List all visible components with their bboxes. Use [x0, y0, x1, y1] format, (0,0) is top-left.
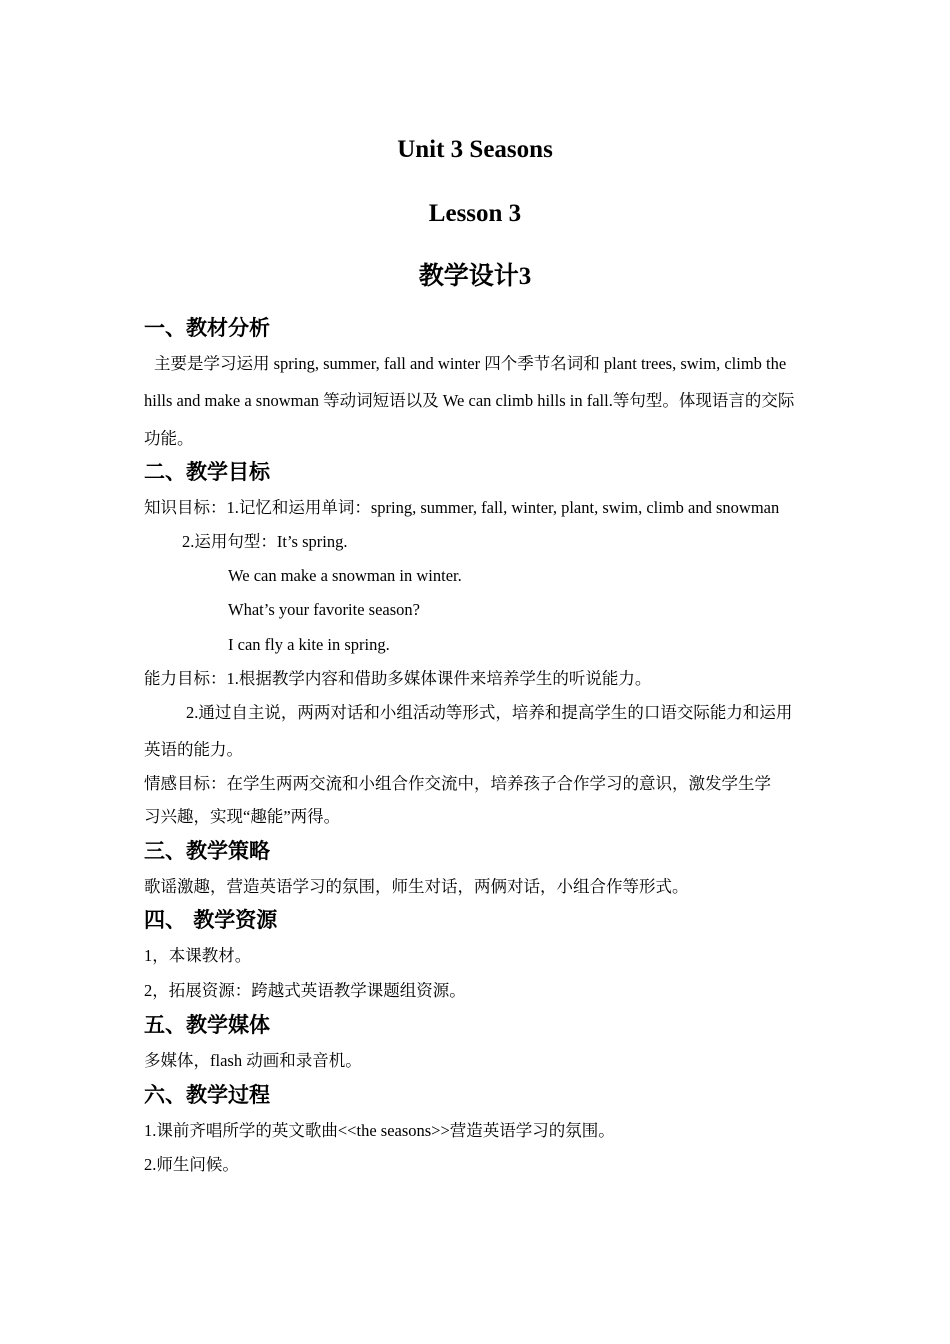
paragraph-line: 能力目标：1.根据教学内容和借助多媒体课件来培养学生的听说能力。 [144, 669, 652, 688]
paragraph-line: 1.课前齐唱所学的英文歌曲<<the seasons>>营造英语学习的氛围。 [144, 1121, 615, 1140]
unit-title: Unit 3 Seasons [397, 136, 553, 163]
section-heading-analysis: 一、教材分析 [144, 316, 270, 340]
paragraph-line: 知识目标：1.记忆和运用单词：spring, summer, fall, winter, plant, swim, climb and snowman [144, 498, 780, 517]
section-heading-process: 六、教学过程 [144, 1083, 270, 1107]
paragraph-line: 习兴趣，实现“趣能”两得。 [144, 807, 341, 826]
paragraph-line: 情感目标：在学生两两交流和小组合作交流中，培养孩子合作学习的意识，激发学生学 [144, 774, 771, 793]
paragraph-line: 歌谣激趣，营造英语学习的氛围，师生对话，两俩对话，小组合作等形式。 [144, 877, 689, 896]
section-heading-media: 五、教学媒体 [144, 1013, 270, 1037]
lesson-title: Lesson 3 [428, 200, 522, 227]
paragraph-line: 2.运用句型：It’s spring. [182, 532, 348, 551]
paragraph-line: What’s your favorite season? [228, 600, 420, 619]
paragraph-line: 2.通过自主说，两两对话和小组活动等形式，培养和提高学生的口语交际能力和运用 [186, 703, 793, 722]
paragraph-line: 主要是学习运用 spring, summer, fall and winter 四个季节名词和 plant trees, swim, climb the [154, 354, 787, 373]
section-heading-objectives: 二、教学目标 [144, 460, 270, 484]
paragraph-line: 功能。 [144, 429, 194, 448]
section-heading-strategy: 三、教学策略 [144, 839, 270, 863]
paragraph-line: 1，本课教材。 [144, 946, 252, 965]
paragraph-line: 2，拓展资源：跨越式英语教学课题组资源。 [144, 981, 466, 1000]
paragraph-line: 2.师生问候。 [144, 1155, 239, 1174]
paragraph-line: We can make a snowman in winter. [228, 566, 462, 585]
design-title: 教学设计3 [418, 263, 532, 290]
section-heading-resources: 四、 教学资源 [144, 908, 278, 932]
paragraph-line: I can fly a kite in spring. [228, 635, 390, 654]
paragraph-line: 英语的能力。 [144, 740, 243, 759]
paragraph-line: hills and make a snowman 等动词短语以及 We can climb hills in fall.等句型。体现语言的交际 [144, 391, 795, 410]
paragraph-line: 多媒体，flash 动画和录音机。 [144, 1051, 362, 1070]
